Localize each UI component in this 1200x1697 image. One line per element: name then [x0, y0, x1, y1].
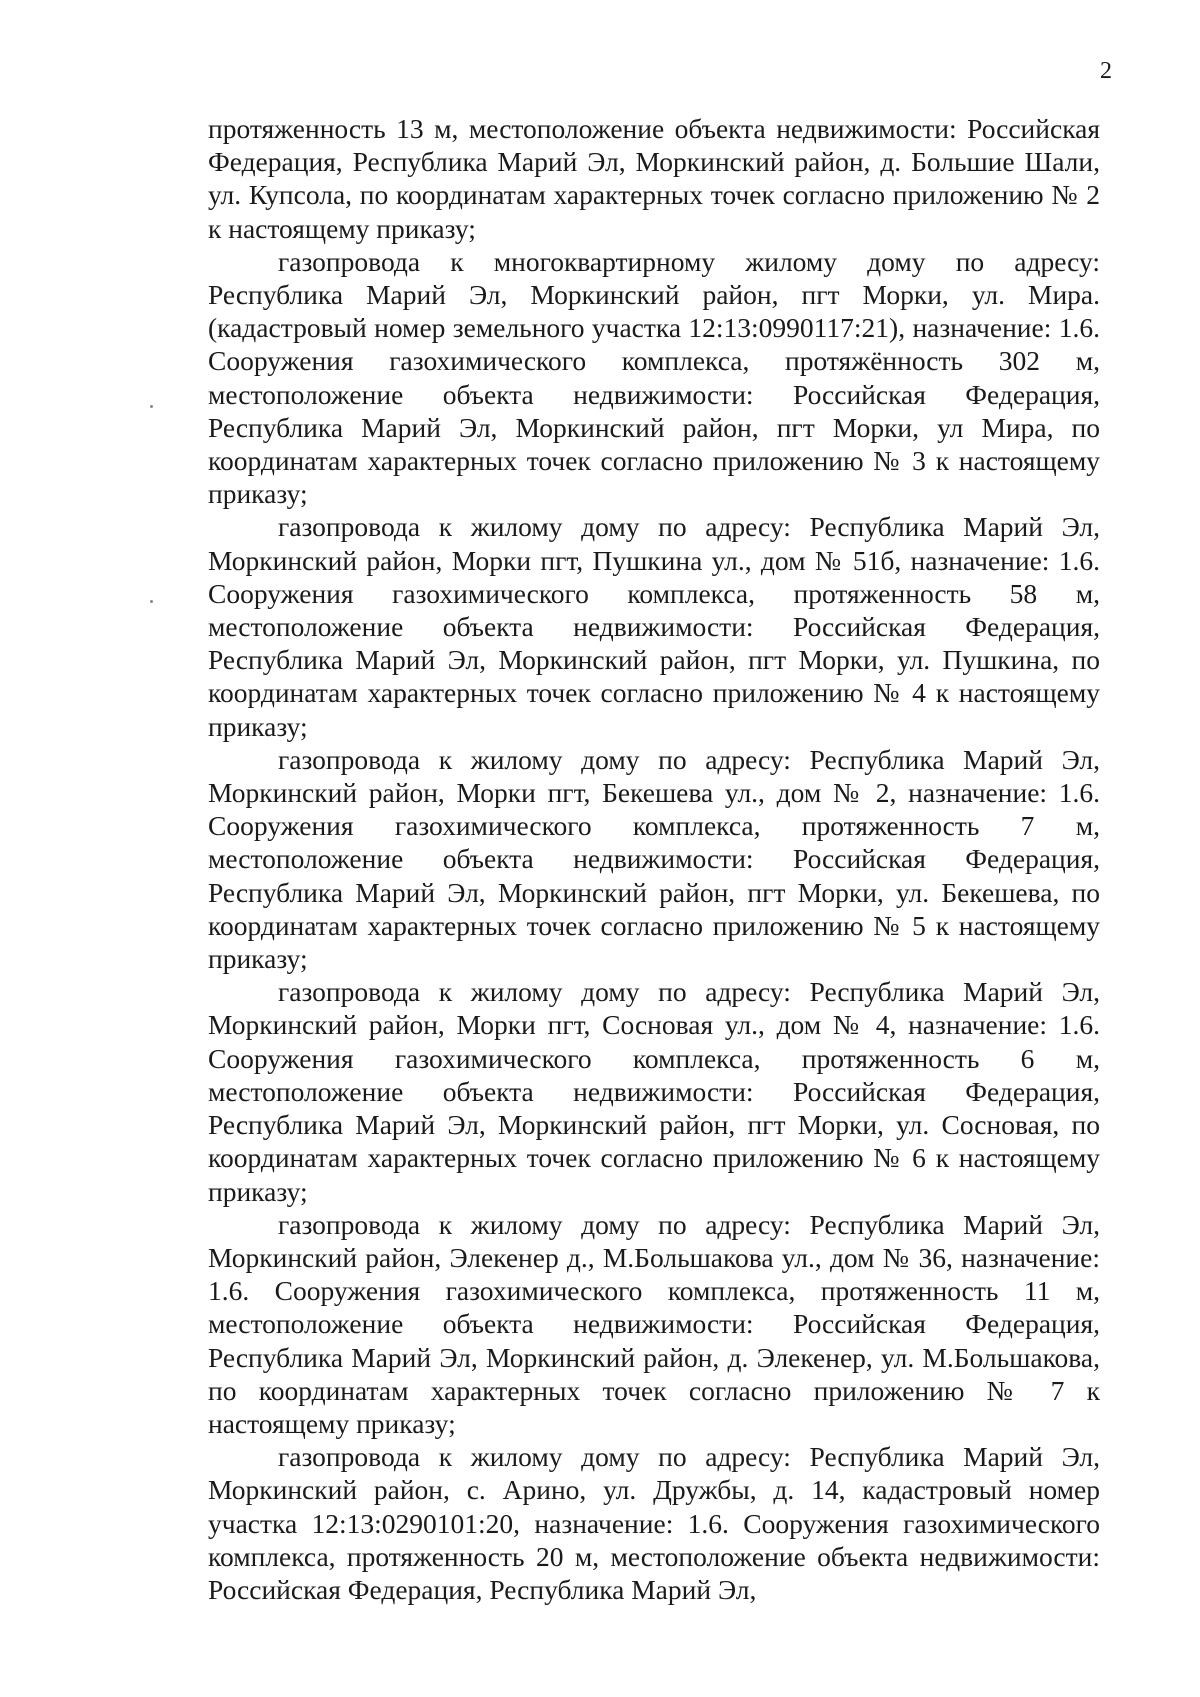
paragraph-elekener: газопровода к жилому дому по адресу: Республика Марий Эл, Моркинский район, Элекенер д., М.Большакова ул., дом № 36, назначение: 1.6. Сооружения газохимического комплекса, протяженность 11 м, местоположение объекта недвижимости: Российская Федерация, Республика Марий Эл, Моркинский район, д. Элекенер, ул. М.Большакова, по координатам характерных точек согласно приложению № 7 к настоящему приказу; — [208, 1208, 1100, 1439]
scan-speck — [150, 405, 153, 408]
body-text — [208, 112, 1100, 1606]
paragraph-mira: газопровода к многоквартирному жилому дому по адресу: Республика Марий Эл, Моркинский район, пгт Морки, ул. Мира. (кадастровый номер земельного участка 12:13:0990117:21), назначение: 1.6. Сооружения газохимического комплекса, протяжённость 302 м, местоположение объекта недвижимости: Российская Федерация, Республика Марий Эл, Моркинский район, пгт Морки, ул Мира, по координатам характерных точек согласно приложению № 3 к настоящему приказу; — [208, 245, 1100, 510]
paragraph-bekesheva: газопровода к жилому дому по адресу: Республика Марий Эл, Моркинский район, Морки пгт, Бекешева ул., дом № 2, назначение: 1.6. Сооружения газохимического комплекса, протяженность 7 м, местоположение объекта недвижимости: Российская Федерация, Республика Марий Эл, Моркинский район, пгт Морки, ул. Бекешева, по координатам характерных точек согласно приложению № 5 к настоящему приказу; — [208, 743, 1100, 975]
paragraph-pushkina: газопровода к жилому дому по адресу: Республика Марий Эл, Моркинский район, Морки пгт, Пушкина ул., дом № 51б, назначение: 1.6. Сооружения газохимического комплекса, протяженность 58 м, местоположение объекта недвижимости: Российская Федерация, Республика Марий Эл, Моркинский район, пгт Морки, ул. Пушкина, по координатам характерных точек согласно приложению № 4 к настоящему приказу; — [208, 511, 1100, 742]
paragraph-sosnovaya: газопровода к жилому дому по адресу: Республика Марий Эл, Моркинский район, Морки пгт, Сосновая ул., дом № 4, назначение: 1.6. Сооружения газохимического комплекса, протяженность 6 м, местоположение объекта недвижимости: Российская Федерация, Республика Марий Эл, Моркинский район, пгт Морки, ул. Сосновая, по координатам характерных точек согласно приложению № 6 к настоящему приказу; — [208, 976, 1100, 1207]
page-number: 2 — [1100, 58, 1112, 84]
paragraph-arino: газопровода к жилому дому по адресу: Республика Марий Эл, Моркинский район, с. Арино, ул. Дружбы, д. 14, кадастровый номер участка 12:13:0290101:20, назначение: 1.6. Сооружения газохимического комплекса, протяженность 20 м, местоположение объекта недвижимости: Российская Федерация, Республика Марий Эл, — [208, 1441, 1100, 1605]
scan-speck — [150, 600, 153, 603]
paragraph-continuation: протяженность 13 м, местоположение объекта недвижимости: Российская Федерация, Республика Марий Эл, Моркинский район, д. Большие Шали, ул. Купсола, по координатам характерных точек согласно приложению № 2 к настоящему приказу; — [208, 113, 1100, 244]
